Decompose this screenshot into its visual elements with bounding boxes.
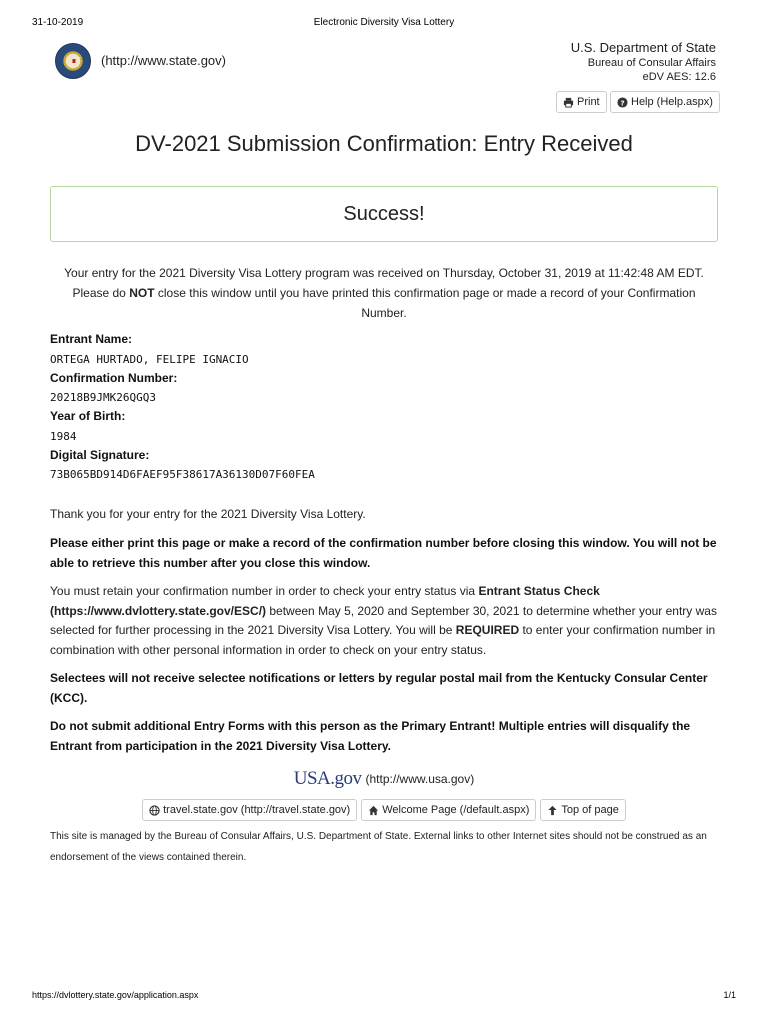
travel-state-label: travel.state.gov (http://travel.state.gov) <box>163 804 351 816</box>
print-header <box>32 17 736 31</box>
welcome-page-button[interactable] <box>361 799 536 821</box>
usa-gov-link[interactable]: (http://www.usa.gov) <box>365 772 475 786</box>
year-of-birth-label: Year of Birth: <box>50 409 126 423</box>
print-button[interactable] <box>556 91 607 113</box>
eagle-icon <box>65 52 83 70</box>
usa-gov-row <box>0 768 768 790</box>
print-footer <box>32 990 736 1002</box>
confirmation-number-label: Confirmation Number: <box>50 370 178 385</box>
department-name: U.S. Department of State <box>570 40 716 55</box>
print-button-label: Print <box>577 96 600 108</box>
print-page-number: 1/1 <box>723 990 736 1000</box>
state-gov-link[interactable]: (http://www.state.gov) <box>101 53 226 68</box>
travel-state-button[interactable] <box>142 799 357 821</box>
retain-required: REQUIRED <box>455 623 520 637</box>
digital-signature-label: Digital Signature: <box>50 447 150 462</box>
edv-version: eDV AES: 12.6 <box>642 71 716 83</box>
intro-text <box>50 263 718 323</box>
print-date: 31-10-2019 <box>32 17 84 28</box>
usa-gov-logo[interactable]: USA.gov <box>293 768 362 789</box>
success-alert <box>50 186 718 242</box>
thanks-message: Thank you for your entry for the 2021 Diversity Visa Lottery. <box>50 507 366 521</box>
top-of-page-label: Top of page <box>561 804 619 816</box>
print-title: Electronic Diversity Visa Lottery <box>313 17 455 28</box>
top-of-page-button[interactable] <box>540 799 626 821</box>
page-title: DV-2021 Submission Confirmation: Entry Received <box>135 131 633 156</box>
year-of-birth-value: 1984 <box>50 429 77 443</box>
department-seal-logo[interactable] <box>55 43 91 79</box>
entrant-name-label: Entrant Name: <box>50 332 133 346</box>
help-button-label: Help (Help.aspx) <box>631 96 713 108</box>
success-text: Success! <box>343 202 425 225</box>
print-warning: Please either print this page or make a record of the confirmation number before closing this window. You will not be able to retrieve this number after you close this window. <box>50 536 717 570</box>
retain-message <box>50 582 718 660</box>
intro-not: NOT <box>129 286 155 300</box>
intro-part1: Your entry for the 2021 Diversity Visa Lottery program was received on Thursday, October 31, 2019 at 11:42:48 AM EDT. Please do <box>64 266 704 300</box>
digital-signature-value: 73B065BD914D6FAEF95F38617A36130D07F60FEA <box>50 468 315 481</box>
entry-details <box>50 330 315 484</box>
selectees-notice: Selectees will not receive selectee notifications or letters by regular postal mail from the Kentucky Consular Center (KCC). <box>50 671 708 705</box>
confirmation-number-value: 20218B9JMK26QGQ3 <box>50 391 156 404</box>
question-circle-icon <box>617 97 628 108</box>
retain-part1: You must retain your confirmation number in order to check your entry status via <box>50 584 479 598</box>
welcome-page-label: Welcome Page (/default.aspx) <box>382 804 530 816</box>
retain-part3: to enter your confirmation number in combination with other personal information in order to check on your entry status. <box>50 623 716 657</box>
help-button[interactable] <box>610 91 720 113</box>
print-url: https://dvlottery.state.gov/application.aspx <box>32 990 199 1000</box>
bureau-name: Bureau of Consular Affairs <box>587 57 716 69</box>
managed-disclaimer: This site is managed by the Bureau of Consular Affairs, U.S. Department of State. External links to other Internet sites should not be construed as an endorsement of the views contained therein. <box>50 831 707 863</box>
globe-icon <box>149 805 160 816</box>
retain-part2: between May 5, 2020 and September 30, 2021 to determine whether your entry was selected for further processing in the 2021 Diversity Visa Lottery. You will be <box>50 603 717 637</box>
department-info <box>571 40 716 83</box>
svg-text:?: ? <box>620 97 625 107</box>
no-additional-entries-warning: Do not submit additional Entry Forms with this person as the Primary Entrant! Multiple entries will disqualify the Entrant from participation in the 2021 Diversity Visa Lottery. <box>50 719 691 753</box>
home-icon <box>368 805 379 816</box>
arrow-up-icon <box>547 805 558 816</box>
intro-part2: close this window until you have printed this confirmation page or made a record of your Confirmation Number. <box>154 286 696 320</box>
printer-icon <box>563 97 574 108</box>
entrant-status-check-link[interactable]: Entrant Status Check (https://www.dvlottery.state.gov/ESC/) <box>50 584 600 618</box>
footer-nav <box>0 799 768 821</box>
entrant-name-value: ORTEGA HURTADO, FELIPE IGNACIO <box>50 352 249 366</box>
